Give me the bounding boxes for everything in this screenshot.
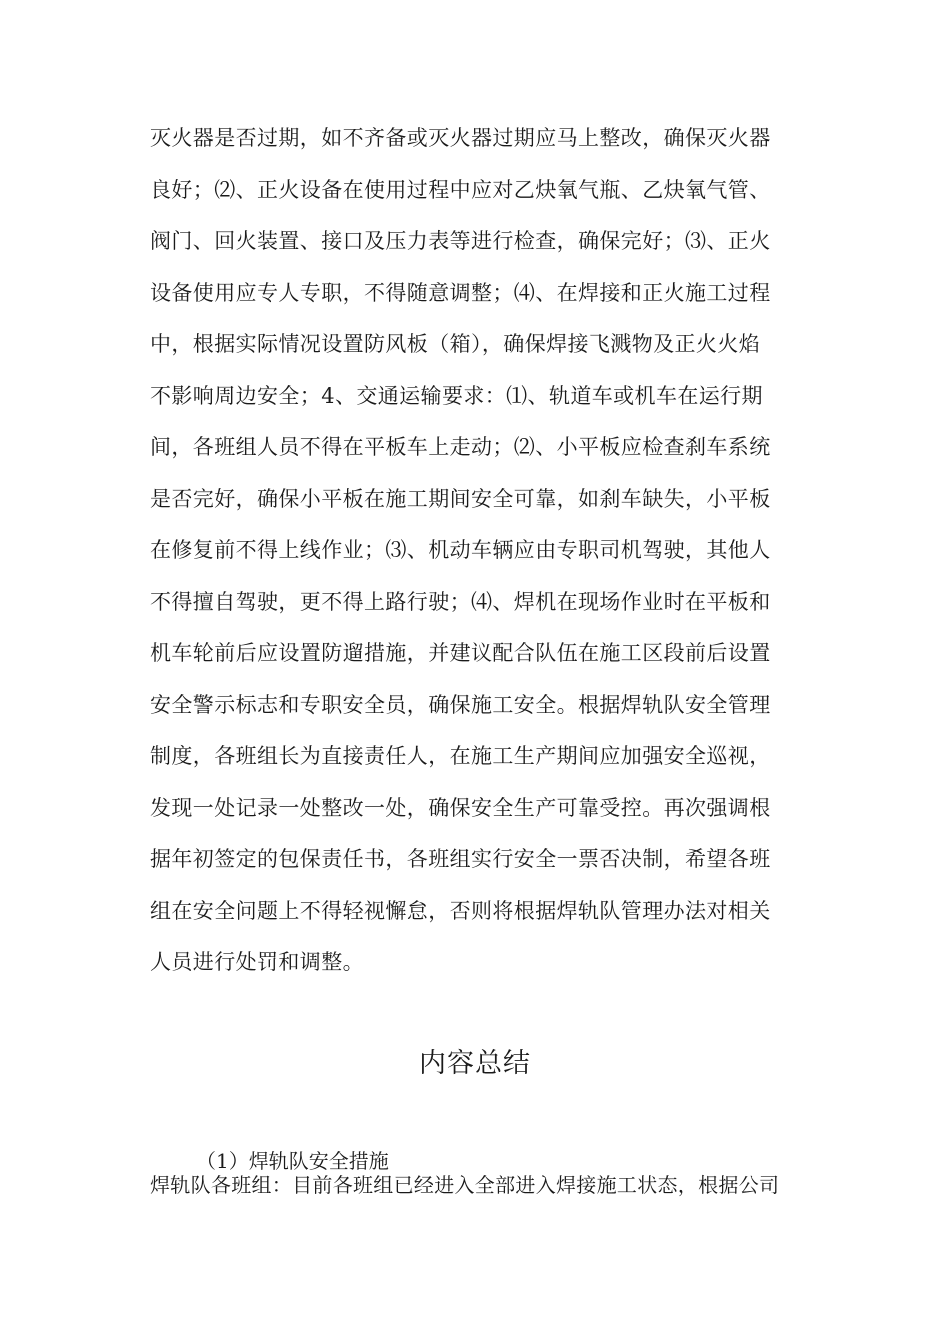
paragraph-line: 制度，各班组长为直接责任人，在施工生产期间应加强安全巡视，	[150, 744, 771, 768]
paragraph-line: 良好；⑵、正火设备在使用过程中应对乙炔氧气瓶、乙炔氧气管、	[150, 177, 771, 202]
paragraph-line: 设备使用应专人专职，不得随意调整；⑷、在焊接和正火施工过程	[150, 280, 771, 305]
paragraph-line: 灭火器是否过期，如不齐备或灭火器过期应马上整改，确保灭火器	[150, 126, 771, 150]
paragraph-line: 是否完好，确保小平板在施工期间安全可靠，如刹车缺失，小平板	[150, 486, 771, 511]
body-paragraph	[150, 116, 810, 992]
summary-body-text: 焊轨队各班组：目前各班组已经进入全部进入焊接施工状态，根据公司	[150, 1173, 780, 1197]
paragraph-line: 阀门、回火装置、接口及压力表等进行检查，确保完好；⑶、正火	[150, 229, 771, 253]
paragraph-line: 在修复前不得上线作业；⑶、机动车辆应由专职司机驾驶，其他人	[150, 538, 771, 562]
paragraph-line: 发现一处记录一处整改一处，确保安全生产可靠受控。再次强调根	[150, 795, 771, 820]
paragraph-line: 安全警示标志和专职安全员，确保施工安全。根据焊轨队安全管理	[150, 692, 771, 717]
paragraph-line: 人员进行处罚和调整。	[150, 950, 364, 974]
paragraph-line: 组在安全问题上不得轻视懈怠，否则将根据焊轨队管理办法对相关	[150, 898, 771, 923]
paragraph-line: 不得擅自驾驶，更不得上路行驶；⑷、焊机在现场作业时在平板和	[150, 589, 771, 614]
paragraph-line: 间，各班组人员不得在平板车上走动；⑵、小平板应检查刹车系统	[150, 435, 771, 459]
summary-item-heading: （1）焊轨队安全措施	[196, 1149, 389, 1173]
paragraph-line: 机车轮前后应设置防遛措施，并建议配合队伍在施工区段前后设置	[150, 641, 771, 665]
section-title: 内容总结	[419, 1048, 531, 1079]
paragraph-line: 据年初签定的包保责任书，各班组实行安全一票否决制，希望各班	[150, 847, 771, 871]
paragraph-line: 中，根据实际情况设置防风板（箱），确保焊接飞溅物及正火火焰	[150, 332, 761, 356]
paragraph-line: 不影响周边安全；4、交通运输要求：⑴、轨道车或机车在运行期	[150, 383, 763, 408]
